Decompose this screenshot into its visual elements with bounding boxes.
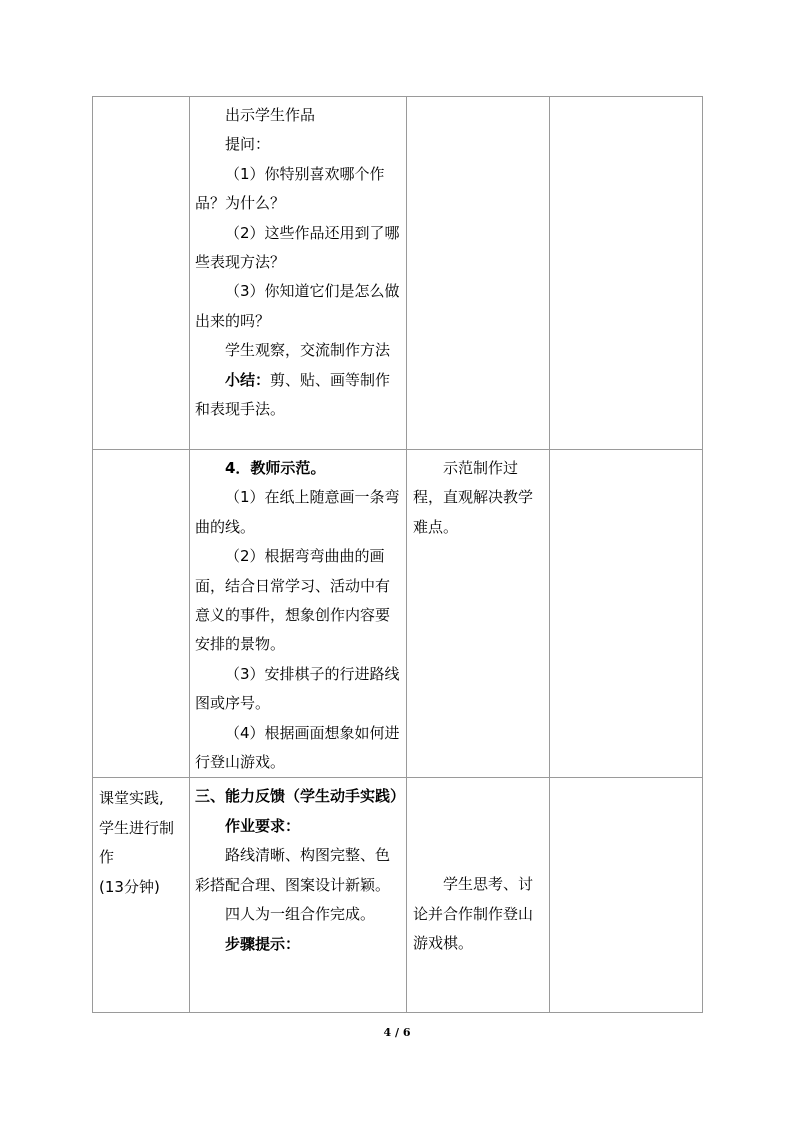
spacer bbox=[413, 782, 544, 870]
paragraph: 学生观察，交流制作方法 bbox=[225, 341, 391, 360]
stage-time: (13分钟) bbox=[99, 877, 160, 896]
intent-cell bbox=[407, 450, 550, 778]
lesson-plan-table bbox=[92, 96, 703, 1013]
steps-label: 步骤提示： bbox=[225, 934, 301, 953]
paragraph: 示范制作过程，直观解决教学难点。 bbox=[413, 459, 534, 536]
paragraph: 四人为一组合作完成。 bbox=[225, 905, 376, 924]
summary-paragraph bbox=[195, 366, 400, 425]
notes-cell bbox=[550, 97, 703, 450]
table-row bbox=[93, 97, 703, 450]
paragraph: （2）根据弯弯曲曲的画面，结合日常学习、活动中有意义的事件，想象创作内容要安排的景物。 bbox=[195, 547, 391, 654]
section-heading: 三、能力反馈（学生动手实践） bbox=[195, 787, 406, 806]
paragraph: （1）你特别喜欢哪个作品？为什么？ bbox=[195, 164, 385, 213]
notes-cell bbox=[550, 778, 703, 1013]
activity-cell bbox=[190, 97, 407, 450]
paragraph: 学生思考、讨论并合作制作登山游戏棋。 bbox=[413, 875, 534, 953]
stage-cell bbox=[93, 450, 190, 778]
summary-text: 剪、贴、画等制作和表现手法。 bbox=[195, 370, 391, 419]
paragraph: （3）安排棋子的行进路线图或序号。 bbox=[195, 664, 400, 713]
page-number: 4 / 6 bbox=[383, 1026, 411, 1039]
notes-cell bbox=[550, 450, 703, 778]
table-row bbox=[93, 450, 703, 778]
intent-cell bbox=[407, 97, 550, 450]
paragraph: 路线清晰、构图完整、色彩搭配合理、图案设计新颖。 bbox=[195, 846, 391, 894]
paragraph: （3）你知道它们是怎么做出来的吗？ bbox=[195, 282, 400, 330]
stage-cell bbox=[93, 778, 190, 1013]
stage-line: 课堂实践, bbox=[99, 789, 164, 808]
activity-cell bbox=[190, 778, 407, 1013]
section-heading: 4．教师示范。 bbox=[225, 459, 326, 477]
paragraph: 提问： bbox=[225, 135, 271, 154]
table-row bbox=[93, 778, 703, 1013]
paragraph: （2）这些作品还用到了哪些表现方法？ bbox=[195, 223, 400, 272]
paragraph: （1）在纸上随意画一条弯曲的线。 bbox=[195, 488, 400, 536]
stage-line: 学生进行制作 bbox=[99, 818, 175, 867]
paragraph: （4）根据画面想象如何进行登山游戏。 bbox=[195, 723, 400, 772]
summary-label: 小结： bbox=[225, 370, 271, 389]
stage-cell bbox=[93, 97, 190, 450]
paragraph: 出示学生作品 bbox=[225, 106, 316, 124]
requirements-label: 作业要求： bbox=[225, 816, 301, 835]
intent-cell bbox=[407, 778, 550, 1013]
activity-cell bbox=[190, 450, 407, 778]
